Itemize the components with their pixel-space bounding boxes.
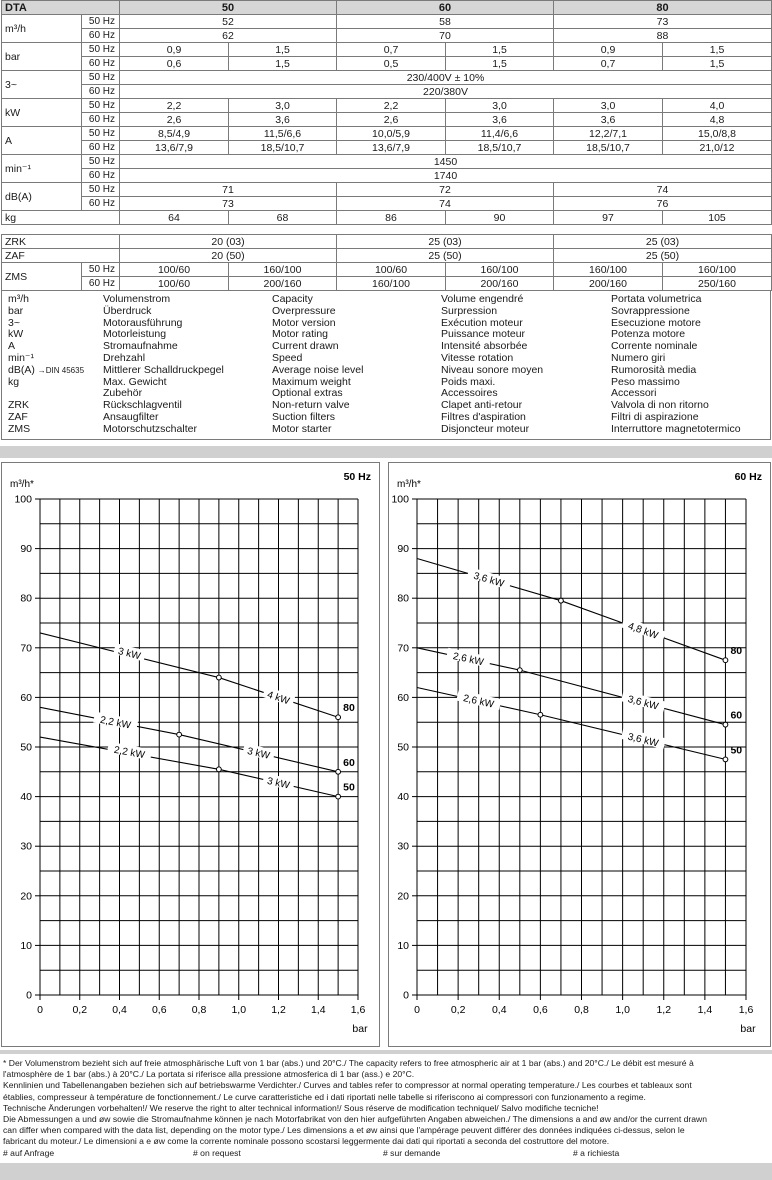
frequency-label: 50 Hz [82,263,120,277]
y-tick-label: 100 [391,493,409,506]
table-cell: 25 (03) [337,235,554,249]
table-cell: 2,6 [120,113,229,127]
table-cell: 76 [554,197,772,211]
glossary-term: Mittlerer Schalldruckpegel [103,363,224,376]
glossary-symbols [8,294,84,436]
glossary-term: ZAF [8,410,28,423]
table-row [2,141,772,155]
frequency-label: 60 Hz [82,169,120,183]
power-label: 2,6 kW [462,693,495,711]
series-name-label: 60 [343,756,355,769]
table-row [2,169,772,183]
table-cell: 160/100 [554,263,663,277]
table-row [2,71,772,85]
table-cell: 71 [120,183,337,197]
power-label: 3,6 kW [626,694,660,713]
glossary-term: Motorleistung [103,328,167,341]
frequency-label: 60 Hz [82,141,120,155]
glossary-term: Exécution moteur [441,316,523,329]
data-point [538,712,543,717]
table-row [2,183,772,197]
series-line [40,633,338,717]
glossary-term: Overpressure [272,304,336,317]
footnote-line: fabricant du moteur./ Le dimensioni a e øw come la corrente nominale possono scostarsi leggermente dai dati qui riportati a seconda del costruttore del motore. [3,1136,610,1147]
table-cell: 2,6 [337,113,446,127]
x-tick-label: 0,8 [191,1004,207,1016]
x-axis-label: bar [352,1023,368,1035]
table-cell: 12,2/7,1 [554,127,663,141]
table-row [2,127,772,141]
data-point [336,794,341,799]
row-label: min⁻¹ [2,155,82,183]
glossary-italian [611,294,741,436]
glossary-term: ZRK [8,399,29,412]
table-cell: 1,5 [663,57,772,71]
table-cell: 21,0/12 [663,141,772,155]
glossary-term: Poids maxi. [441,375,496,388]
x-tick-label: 1,0 [231,1004,247,1016]
glossary-term: dB(A) →DIN 45635 [8,363,85,376]
y-tick-label: 70 [397,642,409,655]
glossary-term: Esecuzione motore [611,316,701,329]
row-label: dB(A) [2,183,82,211]
glossary-term: Corrente nominale [611,340,698,353]
power-label: 3,6 kW [626,731,660,750]
table-row [2,197,772,211]
separator-band-2 [0,1050,772,1054]
table-cell: 105 [663,211,772,225]
glossary-term: Max. Gewicht [103,375,167,388]
glossary-term: Accessoires [441,387,498,400]
glossary-term: m³/h [8,293,29,305]
chart-60hz [389,463,770,1046]
x-tick-label: 0,4 [112,1004,127,1016]
glossary-term: Accessori [611,387,657,400]
x-tick-label: 1,4 [310,1004,326,1016]
glossary-term: Filtri di aspirazione [611,410,699,423]
table-cell: 18,5/10,7 [554,141,663,155]
table-header-model: DTA [2,1,120,15]
table-cell: 3,0 [554,99,663,113]
x-axis-label: bar [740,1023,756,1035]
data-point [723,658,728,663]
power-label: 2,6 kW [451,651,485,669]
footnote-line: can differ when compared with the data list, depending on the motor type./ Les dimensions a et øw ainsi que l'ampérage peuvent différer des données indiquées ci-dessus, selon le [3,1125,685,1136]
y-tick-label: 70 [20,642,32,655]
glossary-term: ZMS [8,422,31,435]
series-name-label: 50 [343,781,355,794]
table-cell: 97 [554,211,663,225]
power-label: 4,8 kW [626,620,660,642]
glossary-term: kW [8,328,24,341]
power-label: 2,2 kW [99,714,132,732]
separator-band [0,446,772,458]
glossary-term: min⁻¹ [8,351,34,364]
glossary-term: Rumorosità media [611,363,697,376]
footnote-line: * Der Volumenstrom bezieht sich auf freie atmosphärische Luft von 1 bar (abs.) und 20°C./ The capacity refers to free atmospheric air at 1 bar (abs.) and 20°C./ Le débit est mesuré à [3,1058,694,1068]
glossary-term: Volumenstrom [103,293,171,305]
table-cell: 3,6 [229,113,337,127]
data-point [723,722,728,727]
bottom-band [0,1163,772,1180]
table-cell: 200/160 [446,277,554,291]
table-cell: 11,4/6,6 [446,127,554,141]
power-label: 4 kW [265,689,291,708]
table-cell: 0,5 [337,57,446,71]
table-cell: 1740 [120,169,772,183]
glossary-term: Motor rating [272,328,329,341]
table-row [2,43,772,57]
y-tick-label: 40 [20,791,32,804]
table-cell: 13,6/7,9 [337,141,446,155]
table-cell: 15,0/8,8 [663,127,772,141]
table-row [2,57,772,71]
table-cell: 2,2 [120,99,229,113]
table-cell: 160/100 [446,263,554,277]
y-tick-label: 10 [397,939,409,952]
table-row [2,15,772,29]
table-cell: 0,7 [337,43,446,57]
spec-table [1,0,772,291]
glossary-term: Sovrappressione [611,304,690,317]
x-tick-label: 1,2 [271,1004,286,1016]
power-label: 3 kW [265,775,291,792]
table-cell: 3,6 [446,113,554,127]
table-row [2,249,772,263]
y-axis-label: m³/h* [10,479,34,490]
glossary-term: Optional extras [272,387,343,400]
table-row [2,263,772,277]
table-cell: 70 [337,29,554,43]
table-gap [2,225,772,235]
table-cell: 10,0/5,9 [337,127,446,141]
x-tick-label: 0 [414,1004,420,1016]
frequency-label: 50 Hz [82,43,120,57]
table-cell: 20 (50) [120,249,337,263]
table-cell: 230/400V ± 10% [120,71,772,85]
glossary-term: A [8,340,16,353]
table-cell: 25 (50) [554,249,772,263]
series-name-label: 50 [730,744,743,757]
footnote-line: Die Abmessungen a und øw sowie die Stromaufnahme können je nach Motorfabrikat von den hier aufgeführten Angaben abweichen./ The dimensions a and øw and/or the current drawn [3,1114,708,1125]
chart-60hz-panel [388,462,771,1047]
table-cell: 1,5 [663,43,772,57]
frequency-label: 60 Hz [82,197,120,211]
table-cell: 3,0 [446,99,554,113]
series-name-label: 60 [730,709,743,722]
chart-50hz-panel [1,462,380,1047]
table-cell: 68 [229,211,337,225]
glossary-term: Valvola di non ritorno [611,399,709,412]
table-cell: 25 (50) [337,249,554,263]
table-cell: 1,5 [229,57,337,71]
x-tick-label: 1,6 [350,1004,366,1016]
table-row [2,235,772,249]
series-line [40,707,338,771]
table-cell: 20 (03) [120,235,337,249]
chart-title: 60 Hz [734,471,762,483]
table-cell: 62 [120,29,337,43]
chart-title: 50 Hz [343,471,371,483]
table-cell: 11,5/6,6 [229,127,337,141]
series-annotation [107,742,152,763]
table-row [2,99,772,113]
glossary-term: Motor starter [272,422,332,435]
glossary-term: Interruttore magnetotermico [611,422,741,435]
table-cell: 160/100 [337,277,446,291]
glossary-french [441,294,543,436]
glossary-term: kg [8,375,20,388]
table-header-size: 60 [337,1,554,15]
x-tick-label: 1,6 [738,1004,754,1016]
table-cell: 250/160 [663,277,772,291]
series-line [40,737,338,797]
x-tick-label: 0,6 [533,1004,548,1016]
glossary-term: Speed [272,351,303,364]
table-cell: 8,5/4,9 [120,127,229,141]
table-cell: 72 [337,183,554,197]
table-cell: 52 [120,15,337,29]
series-name-label: 80 [343,702,355,715]
table-row [2,277,772,291]
glossary-term: Non-return valve [272,399,350,412]
y-tick-label: 80 [20,592,32,605]
glossary-term: Motor version [272,316,336,329]
power-label: 2,2 kW [112,744,146,762]
table-cell: 3,0 [229,99,337,113]
table-cell: 0,6 [120,57,229,71]
table-header-size: 80 [554,1,772,15]
chart-50hz [2,463,379,1046]
on-request-note: # sur demande [383,1147,441,1158]
y-tick-label: 40 [397,791,409,804]
glossary-term: Rückschlagventil [103,399,182,412]
y-axis-label: m³/h* [397,479,421,490]
glossary-term: Volume engendré [441,293,524,305]
table-cell: 1,5 [229,43,337,57]
on-request-row [3,1148,769,1159]
table-cell: 0,9 [120,43,229,57]
table-row [2,113,772,127]
data-point [559,598,564,603]
table-cell: 74 [337,197,554,211]
glossary-english [272,294,363,436]
glossary-term: 3~ [8,316,20,329]
y-tick-label: 0 [403,989,409,1002]
on-request-note: # a richiesta [573,1147,620,1158]
table-cell: 73 [120,197,337,211]
power-label: 3 kW [246,745,271,762]
table-row [2,85,772,99]
y-tick-label: 20 [20,890,32,903]
table-cell: 0,7 [554,57,663,71]
series-annotation [466,567,512,592]
on-request-note: # auf Anfrage [3,1147,55,1158]
footnote-line: Kennlinien und Tabellenangaben beziehen sich auf betriebswarme Verdichter./ Curves and tables refer to compressor at normal operating temperature./ Les courbes et tableaux sont [3,1080,692,1091]
y-tick-label: 0 [26,989,32,1002]
power-label: 3 kW [116,646,142,663]
glossary-term: Vitesse rotation [441,351,514,364]
frequency-label: 60 Hz [82,277,120,291]
frequency-label: 60 Hz [82,57,120,71]
x-tick-label: 1,4 [697,1004,713,1016]
glossary [1,290,771,440]
x-tick-label: 0,8 [574,1004,589,1016]
table-cell: 58 [337,15,554,29]
frequency-label: 50 Hz [82,71,120,85]
table-cell: 25 (03) [554,235,772,249]
data-point [517,668,522,673]
x-tick-label: 0,2 [450,1004,466,1016]
table-cell: 100/60 [120,277,229,291]
series-name-label: 80 [730,645,743,658]
table-cell: 88 [554,29,772,43]
glossary-term: Maximum weight [272,375,351,388]
table-cell: 13,6/7,9 [120,141,229,155]
y-tick-label: 50 [20,741,32,754]
glossary-term: Current drawn [272,340,339,353]
footnote-line: Technische Änderungen vorbehalten!/ We reserve the right to alter technical information!/ Sous réserve de modification techniquel/ Salvo modifiche tecniche! [3,1102,599,1113]
glossary-term: Peso massimo [611,375,680,388]
glossary-term: Numero giri [611,351,666,364]
table-cell: 100/60 [337,263,446,277]
row-label: A [2,127,82,155]
row-label: m³/h [2,15,82,43]
row-label: kW [2,99,82,127]
glossary-term: Disjoncteur moteur [441,422,530,435]
row-label: bar [2,43,82,71]
y-tick-label: 30 [397,840,409,853]
table-cell: 1,5 [446,43,554,57]
glossary-term: Ansaugfilter [103,410,159,423]
y-tick-label: 30 [20,840,32,853]
table-cell: 160/100 [663,263,772,277]
y-tick-label: 10 [20,939,32,952]
y-tick-label: 90 [20,543,32,556]
glossary-term: Portata volumetrica [611,293,702,305]
frequency-label: 50 Hz [82,99,120,113]
table-cell: 1,5 [446,57,554,71]
frequency-label: 60 Hz [82,113,120,127]
x-tick-label: 0,2 [72,1004,88,1016]
glossary-term: Motorausführung [103,316,183,329]
glossary-german [103,294,224,436]
series-annotation [446,648,492,670]
glossary-term: Capacity [272,293,313,305]
x-tick-label: 0,6 [151,1004,167,1016]
row-label: ZRK [2,235,120,249]
glossary-term: Zubehör [103,387,143,400]
glossary-term: Drehzahl [103,351,146,364]
table-cell: 1450 [120,155,772,169]
y-tick-label: 20 [397,890,409,903]
table-row [2,211,772,225]
y-tick-label: 50 [397,741,409,754]
glossary-term: Intensité absorbée [441,340,528,353]
table-header-size: 50 [120,1,337,15]
glossary-term: Potenza motore [611,328,686,341]
glossary-term: Stromaufnahme [103,340,178,353]
row-label: kg [2,211,120,225]
data-point [216,767,221,772]
table-cell: 200/160 [229,277,337,291]
glossary-term: Filtres d'aspiration [441,410,526,423]
y-tick-label: 60 [20,691,32,704]
table-cell: 200/160 [554,277,663,291]
glossary-term: bar [8,304,24,317]
x-tick-label: 1,0 [615,1004,630,1016]
row-label: ZMS [2,263,82,291]
table-cell: 160/100 [229,263,337,277]
table-cell: 74 [554,183,772,197]
table-row [2,29,772,43]
glossary-term: Motorschutzschalter [103,422,197,435]
data-point [177,732,182,737]
data-point [723,757,728,762]
table-cell: 0,9 [554,43,663,57]
y-tick-label: 80 [397,592,409,605]
table-cell: 4,8 [663,113,772,127]
glossary-term: Surpression [441,304,498,317]
glossary-term: Average noise level [272,363,364,376]
data-point [336,769,341,774]
table-cell: 86 [337,211,446,225]
series-annotation [113,643,146,663]
data-point [216,675,221,680]
table-cell: 100/60 [120,263,229,277]
row-label: ZAF [2,249,120,263]
table-cell: 90 [446,211,554,225]
footnote-line: établies, compresseur à température de fonctionnement./ Le curve caratteristiche ed i dati riportati nelle tabelle si riferiscono ai compressori con funzionamento a regime. [3,1091,646,1102]
on-request-note: # on request [193,1147,241,1158]
glossary-term: Überdruck [103,304,152,317]
frequency-label: 50 Hz [82,15,120,29]
table-cell: 2,2 [337,99,446,113]
frequency-label: 50 Hz [82,183,120,197]
table-cell: 220/380V [120,85,772,99]
glossary-term: Clapet anti-retour [441,399,523,412]
table-cell: 18,5/10,7 [229,141,337,155]
table-row [2,155,772,169]
glossary-term: Suction filters [272,410,336,423]
y-tick-label: 100 [14,493,32,506]
table-cell: 64 [120,211,229,225]
y-tick-label: 90 [397,543,409,556]
frequency-label: 50 Hz [82,127,120,141]
footnote-line: l'atmosphère de 1 bar (abs.) à 20°C./ La portata si riferisce alla pressione atmosferica di 1 bar (ass.) e 20°C. [3,1069,415,1080]
frequency-label: 50 Hz [82,155,120,169]
glossary-term: Puissance moteur [441,328,526,341]
table-cell: 73 [554,15,772,29]
frequency-label: 60 Hz [82,85,120,99]
glossary-term: Niveau sonore moyen [441,363,544,376]
row-label: 3~ [2,71,82,99]
footnotes [3,1058,769,1159]
power-label: 3,6 kW [472,570,506,590]
frequency-label: 60 Hz [82,29,120,43]
x-tick-label: 1,2 [656,1004,672,1016]
table-cell: 18,5/10,7 [446,141,554,155]
y-tick-label: 60 [397,691,409,704]
data-point [336,715,341,720]
x-tick-label: 0 [37,1004,43,1016]
table-cell: 4,0 [663,99,772,113]
x-tick-label: 0,4 [491,1004,507,1016]
table-cell: 3,6 [554,113,663,127]
